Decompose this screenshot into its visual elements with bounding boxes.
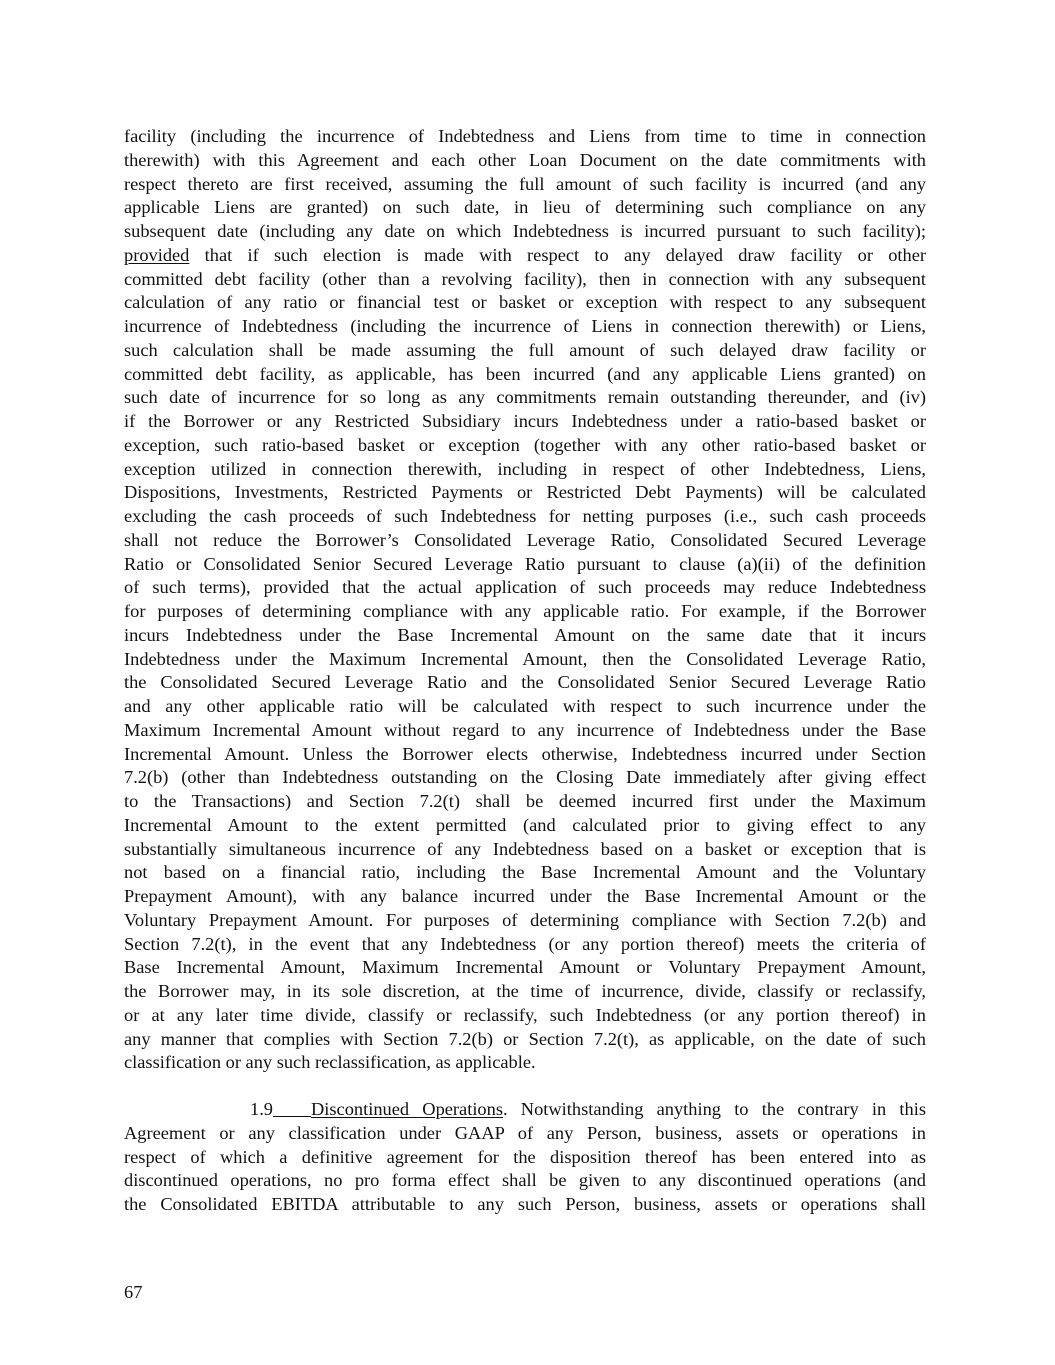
page-number: 67 <box>124 1282 143 1302</box>
text-line: respect thereto are first received, assuming the full amount of such facility is incurred (and any <box>124 173 926 194</box>
text-line: of such terms), provided that the actual application of such proceeds may reduce Indebtedness <box>124 577 926 598</box>
text-line: Incremental Amount to the extent permitted (and calculated prior to giving effect to any <box>124 814 926 835</box>
text-line: and any other applicable ratio will be calculated with respect to such incurrence under the <box>124 696 926 716</box>
text-line: or at any later time divide, classify or reclassify, such Indebtedness (or any portion thereof) in <box>124 1004 926 1025</box>
text-line: Dispositions, Investments, Restricted Payments or Restricted Debt Payments) will be calculated <box>124 482 926 503</box>
text-line: any manner that complies with Section 7.2(b) or Section 7.2(t), as applicable, on the date of such <box>124 1028 926 1049</box>
section-1-9-paragraph <box>124 1098 926 1217</box>
text-line-with-provided <box>124 244 926 268</box>
section-heading-tail: . Notwithstanding anything to the contrary in this <box>502 1099 926 1119</box>
text-line: to the Transactions) and Section 7.2(t) shall be deemed incurred first under the Maximum <box>124 791 926 811</box>
text-line: Indebtedness under the Maximum Incremental Amount, then the Consolidated Leverage Ratio, <box>124 648 926 669</box>
section-heading-line <box>124 1098 926 1122</box>
text-line: facility (including the incurrence of Indebtedness and Liens from time to time in connection <box>124 126 926 146</box>
text-line: shall not reduce the Borrower’s Consolidated Leverage Ratio, Consolidated Secured Leverage <box>124 529 926 550</box>
text-line: Base Incremental Amount, Maximum Incremental Amount or Voluntary Prepayment Amount, <box>124 957 926 978</box>
heading-tab-underline <box>273 1101 311 1117</box>
text-line: incurs Indebtedness under the Base Incremental Amount on the same date that it incurs <box>124 624 926 645</box>
text-line: therewith) with this Agreement and each other Loan Document on the date commitments with <box>124 149 926 170</box>
text-line: committed debt facility, as applicable, has been incurred (and any applicable Liens granted) on <box>124 363 926 384</box>
text-line: if the Borrower or any Restricted Subsidiary incurs Indebtedness under a ratio-based basket or <box>124 411 926 431</box>
text-line: Agreement or any classification under GAAP of any Person, business, assets or operations in <box>124 1122 926 1143</box>
text-line: the Borrower may, in its sole discretion, at the time of incurrence, divide, classify or reclassify, <box>124 981 926 1001</box>
text-line: discontinued operations, no pro forma effect shall be given to any discontinued operations (and <box>124 1170 926 1191</box>
text-line: 7.2(b) (other than Indebtedness outstanding on the Closing Date immediately after giving effect <box>124 767 926 788</box>
section-heading: Discontinued Operations <box>311 1099 503 1119</box>
text-line: such calculation shall be made assuming the full amount of such delayed draw facility or <box>124 339 926 360</box>
text-line: Prepayment Amount), with any balance incurred under the Base Incremental Amount or the <box>124 886 926 906</box>
text-line: the Consolidated EBITDA attributable to any such Person, business, assets or operations shall <box>124 1194 926 1214</box>
text-line: Incremental Amount. Unless the Borrower elects otherwise, Indebtedness incurred under Section <box>124 743 926 764</box>
text-line-last: classification or any such reclassification, as applicable. <box>124 1052 536 1073</box>
text-line: for purposes of determining compliance with any applicable ratio. For example, if the Borrower <box>124 601 926 621</box>
text-line: applicable Liens are granted) on such date, in lieu of determining such compliance on any <box>124 197 926 218</box>
section-number: 1.9 <box>250 1099 273 1119</box>
text-line: not based on a financial ratio, including the Base Incremental Amount and the Voluntary <box>124 862 926 883</box>
text-line: the Consolidated Secured Leverage Ratio and the Consolidated Senior Secured Leverage Ratio <box>124 672 926 693</box>
text-line: committed debt facility (other than a revolving facility), then in connection with any subsequent <box>124 268 926 289</box>
text-line: exception, such ratio-based basket or exception (together with any other ratio-based basket or <box>124 434 926 455</box>
text-line: incurrence of Indebtedness (including the incurrence of Liens in connection therewith) or Liens, <box>124 316 926 336</box>
paragraph-continuation <box>124 125 926 1075</box>
text-line: Voluntary Prepayment Amount. For purposes of determining compliance with Section 7.2(b) and <box>124 909 926 930</box>
text-line: exception utilized in connection therewith, including in respect of other Indebtedness, Liens, <box>124 458 926 479</box>
text-line: Section 7.2(t), in the event that any Indebtedness (or any portion thereof) meets the criteria of <box>124 933 926 954</box>
text-line: calculation of any ratio or financial test or basket or exception with respect to any subsequent <box>124 292 926 313</box>
text-fragment: that if such election is made with respect to any delayed draw facility or other <box>204 244 926 265</box>
text-line: substantially simultaneous incurrence of any Indebtedness based on a basket or exception that is <box>124 838 926 859</box>
text-line: Ratio or Consolidated Senior Secured Leverage Ratio pursuant to clause (a)(ii) of the definition <box>124 553 926 574</box>
text-line: respect of which a definitive agreement for the disposition thereof has been entered into as <box>124 1146 926 1167</box>
text-line: Maximum Incremental Amount without regard to any incurrence of Indebtedness under the Base <box>124 719 926 740</box>
text-line: excluding the cash proceeds of such Indebtedness for netting purposes (i.e., such cash proceeds <box>124 506 926 526</box>
text-line: subsequent date (including any date on which Indebtedness is incurred pursuant to such facility); <box>124 221 926 241</box>
provided-term: provided <box>124 244 190 265</box>
text-line: such date of incurrence for so long as any commitments remain outstanding thereunder, and (iv) <box>124 387 926 408</box>
